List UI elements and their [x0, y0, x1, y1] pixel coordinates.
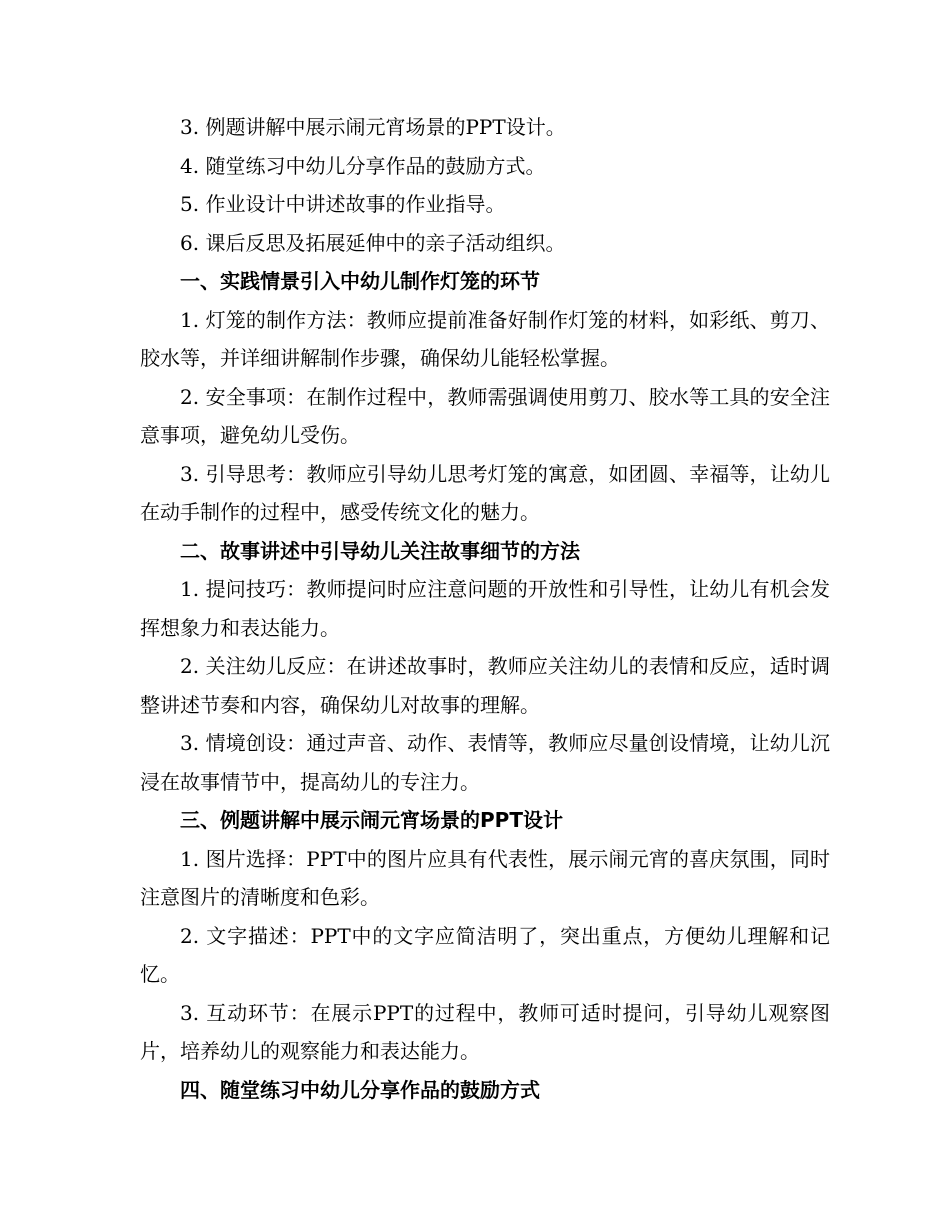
section-heading-1: 一、实践情景引入中幼儿制作灯笼的环节 — [180, 269, 540, 293]
section-3-paragraph-2: 2. 文字描述：PPT中的文字应简洁明了，突出重点，方便幼儿理解和记忆。 — [140, 923, 830, 986]
list-item-3: 3. 例题讲解中展示闹元宵场景的PPT设计。 — [180, 115, 566, 139]
section-3-paragraph-1: 1. 图片选择：PPT中的图片应具有代表性，展示闹元宵的喜庆氛围，同时注意图片的清晰度和色彩。 — [140, 846, 830, 909]
list-item-6: 6. 课后反思及拓展延伸中的亲子活动组织。 — [180, 230, 566, 255]
document-body — [140, 108, 830, 1109]
list-item-5: 5. 作业设计中讲述故事的作业指导。 — [180, 192, 506, 216]
section-2-paragraph-3: 3. 情境创设：通过声音、动作、表情等，教师应尽量创设情境，让幼儿沉浸在故事情节中，提高幼儿的专注力。 — [140, 731, 830, 794]
section-2-paragraph-2: 2. 关注幼儿反应：在讲述故事时，教师应关注幼儿的表情和反应，适时调整讲述节奏和内容，确保幼儿对故事的理解。 — [140, 654, 830, 717]
section-heading-4: 四、随堂练习中幼儿分享作品的鼓励方式 — [180, 1077, 540, 1102]
section-heading-3: 三、例题讲解中展示闹元宵场景的PPT设计 — [180, 808, 563, 832]
section-3-paragraph-3: 3. 互动环节：在展示PPT的过程中，教师可适时提问，引导幼儿观察图片，培养幼儿的观察能力和表达能力。 — [140, 1000, 830, 1063]
section-2-paragraph-1: 1. 提问技巧：教师提问时应注意问题的开放性和引导性，让幼儿有机会发挥想象力和表达能力。 — [140, 577, 830, 640]
section-heading-2: 二、故事讲述中引导幼儿关注故事细节的方法 — [180, 538, 580, 563]
list-item-4: 4. 随堂练习中幼儿分享作品的鼓励方式。 — [180, 153, 546, 178]
section-1-paragraph-1: 1. 灯笼的制作方法：教师应提前准备好制作灯笼的材料，如彩纸、剪刀、胶水等，并详细讲解制作步骤，确保幼儿能轻松掌握。 — [140, 307, 830, 370]
section-1-paragraph-3: 3. 引导思考：教师应引导幼儿思考灯笼的寓意，如团圆、幸福等，让幼儿在动手制作的过程中，感受传统文化的魅力。 — [140, 461, 830, 524]
section-1-paragraph-2: 2. 安全事项：在制作过程中，教师需强调使用剪刀、胶水等工具的安全注意事项，避免幼儿受伤。 — [140, 384, 830, 447]
